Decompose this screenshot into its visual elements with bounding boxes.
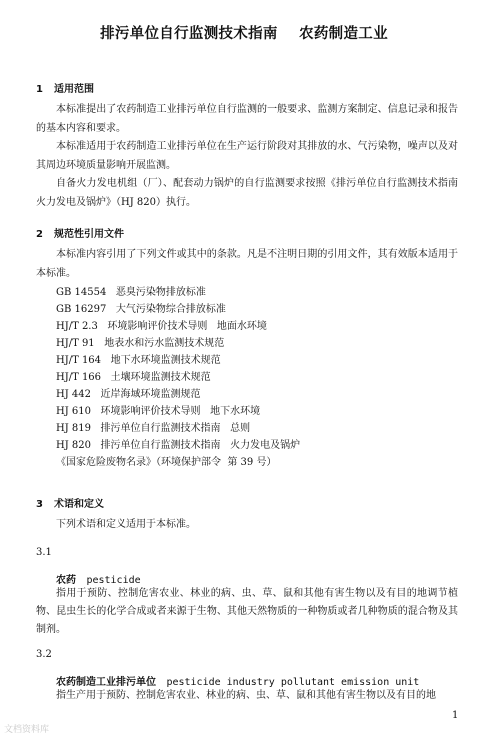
- reference-item: HJ/T 91 地表水和污水监测技术规范: [56, 338, 225, 349]
- section-number: 2: [36, 229, 43, 240]
- reference-item: HJ 610 环境影响评价技术导则 地下水环境: [56, 406, 261, 417]
- section-title: 适用范围: [54, 84, 94, 95]
- term-definition: 指生产用于预防、控制危害农业、林业的病、虫、草、鼠和其他有害生物以及有目的地: [56, 690, 436, 701]
- reference-item: GB 16297 大气污染物综合排放标准: [56, 304, 226, 315]
- section-2-heading: [36, 225, 124, 240]
- section-number: 3: [36, 499, 43, 510]
- term-english: pesticide: [86, 575, 141, 586]
- term-entry: [56, 571, 141, 586]
- reference-item: HJ 820 排污单位自行监测技术指南 火力发电及锅炉: [56, 440, 301, 451]
- paragraph: 本标准提出了农药制造工业排污单位自行监测的一般要求、监测方案制定、信息记录和报告的基本内容和要求。: [36, 104, 458, 134]
- reference-item: GB 14554 恶臭污染物排放标准: [56, 287, 206, 298]
- reference-item: HJ/T 164 地下水环境监测技术规范: [56, 355, 221, 366]
- paragraph: 下列术语和定义适用于本标准。: [56, 519, 196, 530]
- reference-item: HJ/T 166 土壤环境监测技术规范: [56, 372, 211, 383]
- term-name: 农药: [56, 575, 76, 586]
- term-entry: [56, 673, 419, 688]
- page-number: 1: [452, 710, 459, 721]
- document-title: 排污单位自行监测技术指南 农药制造工业: [100, 26, 388, 42]
- watermark: 文档资料库: [4, 725, 50, 735]
- section-number: 1: [36, 84, 43, 95]
- reference-item: HJ 442 近岸海域环境监测规范: [56, 389, 201, 400]
- paragraph: 本标准内容引用了下列文件或其中的条款。凡是不注明日期的引用文件，其有效版本适用于本标准。: [36, 249, 458, 279]
- section-title: 规范性引用文件: [54, 229, 124, 240]
- reference-item: 《国家危险废物名录》（环境保护部令 第 39 号）: [56, 457, 277, 468]
- clause-number: 3.1: [36, 547, 52, 558]
- term-english: pesticide industry pollutant emission unit: [166, 677, 420, 688]
- paragraph: 自备火力发电机组（厂）、配套动力锅炉的自行监测要求按照《排污单位自行监测技术指南 火力发电及锅炉》（HJ 820）执行。: [36, 178, 468, 208]
- section-1-heading: [36, 80, 94, 95]
- section-3-heading: [36, 495, 104, 510]
- term-name: 农药制造工业排污单位: [56, 677, 156, 688]
- reference-item: HJ/T 2.3 环境影响评价技术导则 地面水环境: [56, 321, 267, 332]
- clause-number: 3.2: [36, 649, 52, 660]
- section-title: 术语和定义: [54, 499, 104, 510]
- term-definition: 指用于预防、控制危害农业、林业的病、虫、草、鼠和其他有害生物以及有目的地调节植物、昆虫生长的化学合成或者来源于生物、其他天然物质的一种物质或者几种物质的混合物及其制剂。: [36, 588, 458, 635]
- paragraph: 本标准适用于农药制造工业排污单位在生产运行阶段对其排放的水、气污染物，噪声以及对其周边环境质量影响开展监测。: [36, 141, 458, 171]
- reference-item: HJ 819 排污单位自行监测技术指南 总则: [56, 423, 251, 434]
